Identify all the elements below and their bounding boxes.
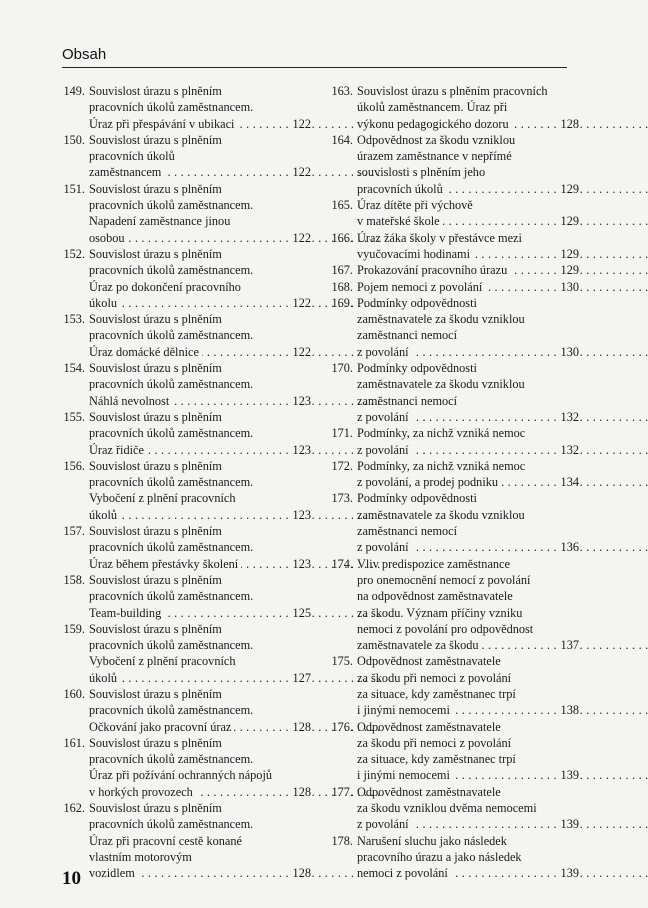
toc-entry-text: souvislosti s plněním jeho xyxy=(357,165,486,180)
toc-entry xyxy=(331,458,579,491)
toc-entry xyxy=(63,246,311,311)
toc-entry-line xyxy=(63,246,311,262)
toc-entry-line xyxy=(331,230,579,246)
toc-entry-text: Vliv predispozice zaměstnance xyxy=(357,556,510,571)
toc-entry-line xyxy=(357,311,579,327)
toc-entry-line xyxy=(331,490,579,506)
toc-entry-line xyxy=(63,181,311,197)
toc-entry-text: pracovních úkolů xyxy=(357,182,446,196)
toc-entry-text: osobou xyxy=(89,231,128,245)
toc-entry-number: 151. xyxy=(63,181,85,196)
toc-entry xyxy=(63,132,311,181)
toc-entry xyxy=(63,83,311,132)
toc-entry-line xyxy=(89,702,311,718)
toc-entry-line xyxy=(63,83,311,99)
toc-entry-text: pro onemocnění nemocí z povolání xyxy=(357,572,531,587)
toc-entry xyxy=(331,279,579,295)
toc-entry-text: pracovních úkolů xyxy=(89,149,175,164)
toc-entry-text: vlastním motorovým xyxy=(89,849,192,864)
toc-entry-line xyxy=(331,83,579,99)
toc-entry-last-line xyxy=(357,213,579,229)
toc-entry xyxy=(331,360,579,425)
toc-entry-last-line xyxy=(89,295,311,311)
toc-entry-text: pracovních úkolů zaměstnancem. xyxy=(89,328,254,343)
toc-entry-line xyxy=(89,751,311,767)
toc-entry-text: Úraz při požívání ochranných nápojů xyxy=(89,768,273,783)
toc-entry-text: Podmínky odpovědnosti xyxy=(357,361,477,376)
toc-entry-text: v horkých provozech xyxy=(89,785,196,799)
toc-entry-last-line xyxy=(357,767,579,783)
toc-entry-text: za situace, kdy zaměstnanec trpí xyxy=(357,752,516,767)
toc-entry-line xyxy=(89,849,311,865)
toc-entry xyxy=(63,621,311,686)
toc-entry-page: 122 xyxy=(290,230,311,246)
toc-entry-line xyxy=(357,605,579,621)
toc-entry-text: Podmínky odpovědnosti xyxy=(357,295,477,310)
toc-entry-text: z povolání xyxy=(357,410,412,424)
toc-entry-page: 136 xyxy=(558,539,579,555)
toc-entry-line xyxy=(89,490,311,506)
toc-entry-page: 125 xyxy=(290,605,311,621)
toc-entry-last-line xyxy=(89,507,311,523)
toc-entry-text: za škodu vzniklou dvěma nemocemi xyxy=(357,801,537,816)
toc-entry-line xyxy=(63,735,311,751)
toc-entry-last-line xyxy=(357,702,579,718)
toc-entry-text: Napadení zaměstnance jinou xyxy=(89,214,231,229)
toc-entry-text: pracovních úkolů zaměstnancem. xyxy=(89,752,254,767)
toc-entry xyxy=(331,425,579,458)
toc-entry-text: výkonu pedagogického dozoru xyxy=(357,117,512,131)
toc-entry-last-line xyxy=(357,474,579,490)
toc-entry-text: úkolu xyxy=(89,296,120,310)
page-number: 10 xyxy=(62,868,81,889)
toc-entry-number: 155. xyxy=(63,409,85,424)
toc-entry-text: pracovních úkolů zaměstnancem. xyxy=(89,377,254,392)
toc-entry-page: 139 xyxy=(558,816,579,832)
toc-entry xyxy=(331,132,579,197)
toc-entry-text: Úraz při přespávání v ubikaci xyxy=(89,117,237,131)
toc-entry-page: 128 xyxy=(558,116,579,132)
toc-entry-text: Souvislost úrazu s plněním xyxy=(89,84,222,98)
toc-entry-text: Souvislost úrazu s plněním pracovních xyxy=(357,84,548,98)
toc-entry-line xyxy=(331,833,579,849)
toc-entry xyxy=(63,360,311,409)
toc-entry-text: Podmínky odpovědnosti xyxy=(357,491,477,506)
toc-entry xyxy=(331,197,579,230)
toc-entry-text: za škodu při nemoci z povolání xyxy=(357,670,512,685)
toc-entry-text: pracovních úkolů zaměstnancem. xyxy=(89,589,254,604)
toc-entry-number: 167. xyxy=(331,263,353,278)
toc-entry-line xyxy=(357,686,579,702)
toc-entry-page: 129 xyxy=(558,246,579,262)
toc-entry-number: 157. xyxy=(63,524,85,539)
toc-entry-text: Úraz po dokončení pracovního xyxy=(89,279,241,294)
toc-entry-number: 168. xyxy=(331,279,353,294)
toc-entry-text: Souvislost úrazu s plněním xyxy=(89,801,222,816)
toc-entry-text: zaměstnanci nemocí xyxy=(357,328,458,343)
toc-entry-text: Vybočení z plnění pracovních xyxy=(89,491,236,506)
toc-entry-text: pracovních úkolů zaměstnancem. xyxy=(89,198,254,213)
toc-entry-text: Team-building xyxy=(89,606,164,620)
toc-entry-line xyxy=(357,327,579,343)
toc-entry-last-line xyxy=(89,865,311,881)
toc-entry-page: 139 xyxy=(558,767,579,783)
toc-entry-last-line xyxy=(89,442,311,458)
toc-entry-text: Očkování jako pracovní úraz xyxy=(89,720,234,734)
toc-entry-text: pracovních úkolů zaměstnancem. xyxy=(89,263,254,278)
toc-entry-line xyxy=(63,409,311,425)
toc-entry-line xyxy=(331,556,579,572)
toc-entry-last-line xyxy=(331,262,579,278)
toc-entry-line xyxy=(63,458,311,474)
toc-entry-page: 129 xyxy=(558,213,579,229)
toc-entry xyxy=(63,572,311,621)
toc-entry-last-line xyxy=(357,865,579,881)
toc-entry-text: Souvislost úrazu s plněním xyxy=(89,735,222,750)
toc-entry-line xyxy=(89,816,311,832)
toc-entry-page: 128 xyxy=(290,865,311,881)
toc-entry-text: Úraz dítěte při výchově xyxy=(357,198,473,213)
toc-entry-line xyxy=(357,800,579,816)
toc-entry-number: 150. xyxy=(63,132,85,147)
toc-entry-text: pracovních úkolů zaměstnancem. xyxy=(89,100,254,115)
toc-entry-line xyxy=(357,621,579,637)
toc-entry-text: Souvislost úrazu s plněním xyxy=(89,621,222,636)
toc-entry-last-line xyxy=(89,605,311,621)
toc-entry-last-line xyxy=(89,719,311,735)
toc-entry-text: Souvislost úrazu s plněním xyxy=(89,132,222,147)
toc-entry-text: zaměstnanci nemocí xyxy=(357,393,458,408)
toc-entry-last-line xyxy=(357,442,579,458)
toc-entry-page: 134 xyxy=(558,474,579,490)
toc-entry-page: 129 xyxy=(558,262,579,278)
toc-entry xyxy=(331,833,579,882)
toc-entry-line xyxy=(89,474,311,490)
toc-entry xyxy=(331,719,579,784)
toc-entry-page: 122 xyxy=(290,164,311,180)
toc-entry-line xyxy=(89,148,311,164)
toc-entry-page: 123 xyxy=(290,556,311,572)
toc-entry-last-line xyxy=(331,279,579,295)
toc-entry-text: Náhlá nevolnost xyxy=(89,394,172,408)
toc-entry-line xyxy=(357,99,579,115)
toc-entry-text: pracovních úkolů zaměstnancem. xyxy=(89,638,254,653)
toc-entry-text: Odpovědnost zaměstnavatele xyxy=(357,784,501,799)
toc-entry-last-line xyxy=(89,344,311,360)
toc-entry-text: nemoci z povolání xyxy=(357,866,451,880)
toc-entry-line xyxy=(63,572,311,588)
toc-entry-line xyxy=(331,425,579,441)
toc-entry-text: zaměstnavatele za škodu vzniklou xyxy=(357,312,525,327)
toc-entry-text: Souvislost úrazu s plněním xyxy=(89,361,222,376)
toc-entry-text: Souvislost úrazu s plněním xyxy=(89,524,222,539)
toc-entry-page: 138 xyxy=(558,702,579,718)
toc-entry-text: Souvislost úrazu s plněním xyxy=(89,686,222,701)
toc-entry xyxy=(63,181,311,246)
toc-entry-number: 164. xyxy=(331,132,353,147)
toc-entry-text: Úraz při pracovní cestě konané xyxy=(89,833,242,848)
toc-entry xyxy=(63,686,311,735)
toc-entry-page: 130 xyxy=(558,344,579,360)
toc-entry-line xyxy=(331,653,579,669)
toc-entry-line xyxy=(63,132,311,148)
toc-entry-last-line xyxy=(357,246,579,262)
toc-entry-number: 156. xyxy=(63,458,85,473)
toc-entry-number: 170. xyxy=(331,361,353,376)
toc-entry-line xyxy=(331,458,579,474)
toc-entry-number: 162. xyxy=(63,801,85,816)
toc-entry-number: 158. xyxy=(63,572,85,587)
toc-entry-line xyxy=(89,539,311,555)
toc-entry xyxy=(331,784,579,833)
toc-entry-line xyxy=(357,735,579,751)
toc-entry-text: Souvislost úrazu s plněním xyxy=(89,572,222,587)
header-rule xyxy=(62,67,567,68)
toc-entry-line xyxy=(331,132,579,148)
toc-entry-line xyxy=(89,99,311,115)
toc-entry xyxy=(63,311,311,360)
toc-entry-text: za škodu při nemoci z povolání xyxy=(357,735,512,750)
toc-entry-number: 161. xyxy=(63,735,85,750)
toc-entry-page: 123 xyxy=(290,442,311,458)
toc-entry-number: 175. xyxy=(331,654,353,669)
toc-entry-line xyxy=(63,621,311,637)
toc-entry-line xyxy=(89,653,311,669)
toc-entry xyxy=(331,490,579,555)
toc-entry-line xyxy=(331,360,579,376)
toc-entry-text: Úraz řidiče xyxy=(89,443,147,457)
toc-entry-text: z povolání xyxy=(357,817,412,831)
toc-entry-text: pracovních úkolů zaměstnancem. xyxy=(89,475,254,490)
toc-entry-text: Narušení sluchu jako následek xyxy=(357,833,507,848)
toc-entry-line xyxy=(357,588,579,604)
toc-entry-line xyxy=(357,507,579,523)
toc-entry-text: pracovních úkolů zaměstnancem. xyxy=(89,703,254,718)
toc-entry-line xyxy=(357,393,579,409)
toc-entry-line xyxy=(89,279,311,295)
toc-entry xyxy=(331,653,579,718)
toc-entry xyxy=(63,409,311,458)
toc-entry-number: 163. xyxy=(331,84,353,98)
toc-entry-number: 169. xyxy=(331,295,353,310)
toc-entry-number: 174. xyxy=(331,556,353,571)
toc-entry-number: 178. xyxy=(331,833,353,848)
toc-entry-line xyxy=(331,295,579,311)
toc-entry-text: Souvislost úrazu s plněním xyxy=(89,312,222,327)
toc-entry xyxy=(331,295,579,360)
toc-entry-text: zaměstnavatele za škodu xyxy=(357,638,482,652)
toc-entry-last-line xyxy=(89,393,311,409)
toc-entry xyxy=(63,458,311,523)
toc-entry-number: 154. xyxy=(63,361,85,376)
toc-entry-text: vyučovacími hodinami xyxy=(357,247,473,261)
toc-entry-line xyxy=(89,376,311,392)
toc-entry-number: 173. xyxy=(331,491,353,506)
toc-entry-number: 165. xyxy=(331,198,353,213)
toc-entry-last-line xyxy=(357,539,579,555)
toc-entry-last-line xyxy=(357,181,579,197)
toc-entry-page: 122 xyxy=(290,295,311,311)
toc-entry xyxy=(63,523,311,572)
toc-entry-line xyxy=(89,833,311,849)
toc-entry-line xyxy=(63,686,311,702)
toc-entry-line xyxy=(357,572,579,588)
toc-entry-text: za situace, kdy zaměstnanec trpí xyxy=(357,686,516,701)
toc-entry-text: Souvislost úrazu s plněním xyxy=(89,246,222,261)
toc-entry-line xyxy=(89,588,311,604)
toc-entry-page: 128 xyxy=(290,784,311,800)
toc-entry-text: zaměstnavatele za škodu vzniklou xyxy=(357,507,525,522)
toc-entry-text: z povolání xyxy=(357,540,412,554)
toc-entry-line xyxy=(89,213,311,229)
toc-entry-text: Souvislost úrazu s plněním xyxy=(89,181,222,196)
toc-entry-line xyxy=(89,327,311,343)
toc-entry-line xyxy=(89,767,311,783)
toc-entry-line xyxy=(89,262,311,278)
toc-entry-line xyxy=(357,849,579,865)
toc-entry-text: Úraz žáka školy v přestávce mezi xyxy=(357,230,522,245)
toc-entry-line xyxy=(63,311,311,327)
toc-entry-line xyxy=(89,197,311,213)
toc-entry-text: Souvislost úrazu s plněním xyxy=(89,458,222,473)
toc-entry xyxy=(331,83,579,132)
toc-entry-number: 160. xyxy=(63,686,85,701)
toc-entry-text: z povolání xyxy=(357,345,412,359)
toc-entry-line xyxy=(63,360,311,376)
toc-entry-text: Úraz během přestávky školení xyxy=(89,557,241,571)
toc-entry xyxy=(331,230,579,263)
toc-entry-number: 166. xyxy=(331,230,353,245)
toc-entry-number: 177. xyxy=(331,784,353,799)
toc-entry-text: Odpovědnost za škodu vzniklou xyxy=(357,132,516,147)
toc-entry-last-line xyxy=(357,116,579,132)
running-header: Obsah xyxy=(62,46,107,63)
toc-column-right xyxy=(331,83,579,882)
toc-entry-page: 129 xyxy=(558,181,579,197)
toc-entry-page: 122 xyxy=(290,116,311,132)
toc-entry-line xyxy=(89,637,311,653)
toc-entry-line xyxy=(89,425,311,441)
toc-entry-page: 137 xyxy=(558,637,579,653)
toc-entry-last-line xyxy=(357,344,579,360)
toc-entry-text: úkolů zaměstnancem. Úraz při xyxy=(357,100,508,115)
toc-entry-text: vozidlem xyxy=(89,866,138,880)
toc-entry-text: pracovních úkolů zaměstnancem. xyxy=(89,817,254,832)
toc-entry-line xyxy=(357,148,579,164)
toc-entry-last-line xyxy=(89,670,311,686)
toc-entry-text: i jinými nemocemi xyxy=(357,703,453,717)
toc-entry-last-line xyxy=(89,784,311,800)
toc-entry-line xyxy=(357,376,579,392)
toc-entry-last-line xyxy=(89,116,311,132)
toc-entry-text: úkolů xyxy=(89,508,120,522)
toc-entry-line xyxy=(357,523,579,539)
toc-entry-page: 122 xyxy=(290,344,311,360)
toc-entry-text: v mateřské škole xyxy=(357,214,443,228)
toc-entry-text: Odpovědnost zaměstnavatele xyxy=(357,654,501,669)
toc-entry-last-line xyxy=(357,637,579,653)
toc-entry-text: úkolů xyxy=(89,671,120,685)
toc-entry-page: 132 xyxy=(558,409,579,425)
toc-entry-number: 172. xyxy=(331,458,353,473)
toc-entry-number: 159. xyxy=(63,621,85,636)
toc-entry-text: pracovních úkolů zaměstnancem. xyxy=(89,540,254,555)
toc-entry-page: 123 xyxy=(290,393,311,409)
toc-entry-text: Podmínky, za nichž vzniká nemoc xyxy=(357,458,526,473)
toc-entry-line xyxy=(357,164,579,180)
toc-entry-text: zaměstnavatele za škodu vzniklou xyxy=(357,377,525,392)
toc-entry xyxy=(331,556,579,654)
toc-entry-page: 127 xyxy=(290,670,311,686)
toc-entry-text: z povolání, a prodej podniku xyxy=(357,475,501,489)
toc-entry-text: nemoci z povolání pro odpovědnost xyxy=(357,621,534,636)
toc-entry-page: 130 xyxy=(558,279,579,295)
toc-entry-number: 149. xyxy=(63,84,85,98)
toc-entry-text: Podmínky, za nichž vzniká nemoc xyxy=(357,426,526,441)
toc-entry-text: zaměstnancem xyxy=(89,165,164,179)
toc-entry-line xyxy=(63,800,311,816)
toc-entry-line xyxy=(331,197,579,213)
toc-entry-text: zaměstnanci nemocí xyxy=(357,524,458,539)
toc-entry-text: Souvislost úrazu s plněním xyxy=(89,409,222,424)
toc-entry-last-line xyxy=(357,409,579,425)
toc-entry-last-line xyxy=(89,230,311,246)
toc-entry-line xyxy=(357,670,579,686)
toc-entry-text: úrazem zaměstnance v nepřímé xyxy=(357,149,512,164)
toc-entry-page: 123 xyxy=(290,507,311,523)
toc-entry-text: pracovního úrazu a jako následek xyxy=(357,849,522,864)
toc-entry-line xyxy=(63,523,311,539)
toc-entry-number: 171. xyxy=(331,426,353,441)
toc-entry-number: 176. xyxy=(331,719,353,734)
toc-entry-line xyxy=(331,784,579,800)
toc-entry-text: pracovních úkolů zaměstnancem. xyxy=(89,426,254,441)
toc-entry xyxy=(63,735,311,800)
toc-entry-last-line xyxy=(89,556,311,572)
toc-entry xyxy=(331,262,579,278)
toc-entry-text: Vybočení z plnění pracovních xyxy=(89,654,236,669)
toc-entry-text: na odpovědnost zaměstnavatele xyxy=(357,589,513,604)
toc-entry-text: Odpovědnost zaměstnavatele xyxy=(357,719,501,734)
toc-entry-page: 132 xyxy=(558,442,579,458)
toc-entry-page: 128 xyxy=(290,719,311,735)
toc-entry-last-line xyxy=(357,816,579,832)
toc-entry-text: za škodu. Význam příčiny vzniku xyxy=(357,605,523,620)
toc-entry-number: 153. xyxy=(63,312,85,327)
toc-entry-text: z povolání xyxy=(357,443,412,457)
toc-entry-text: Pojem nemoci z povolání xyxy=(357,280,485,294)
toc-entry-text: Úraz domácké dělnice xyxy=(89,345,202,359)
toc-entry-text: i jinými nemocemi xyxy=(357,768,453,782)
toc-entry-number: 152. xyxy=(63,246,85,261)
toc-entry-last-line xyxy=(89,164,311,180)
toc-entry-text: Prokazování pracovního úrazu xyxy=(357,263,510,277)
toc-entry-line xyxy=(331,719,579,735)
toc-entry-line xyxy=(357,751,579,767)
toc-entry-page: 139 xyxy=(558,865,579,881)
